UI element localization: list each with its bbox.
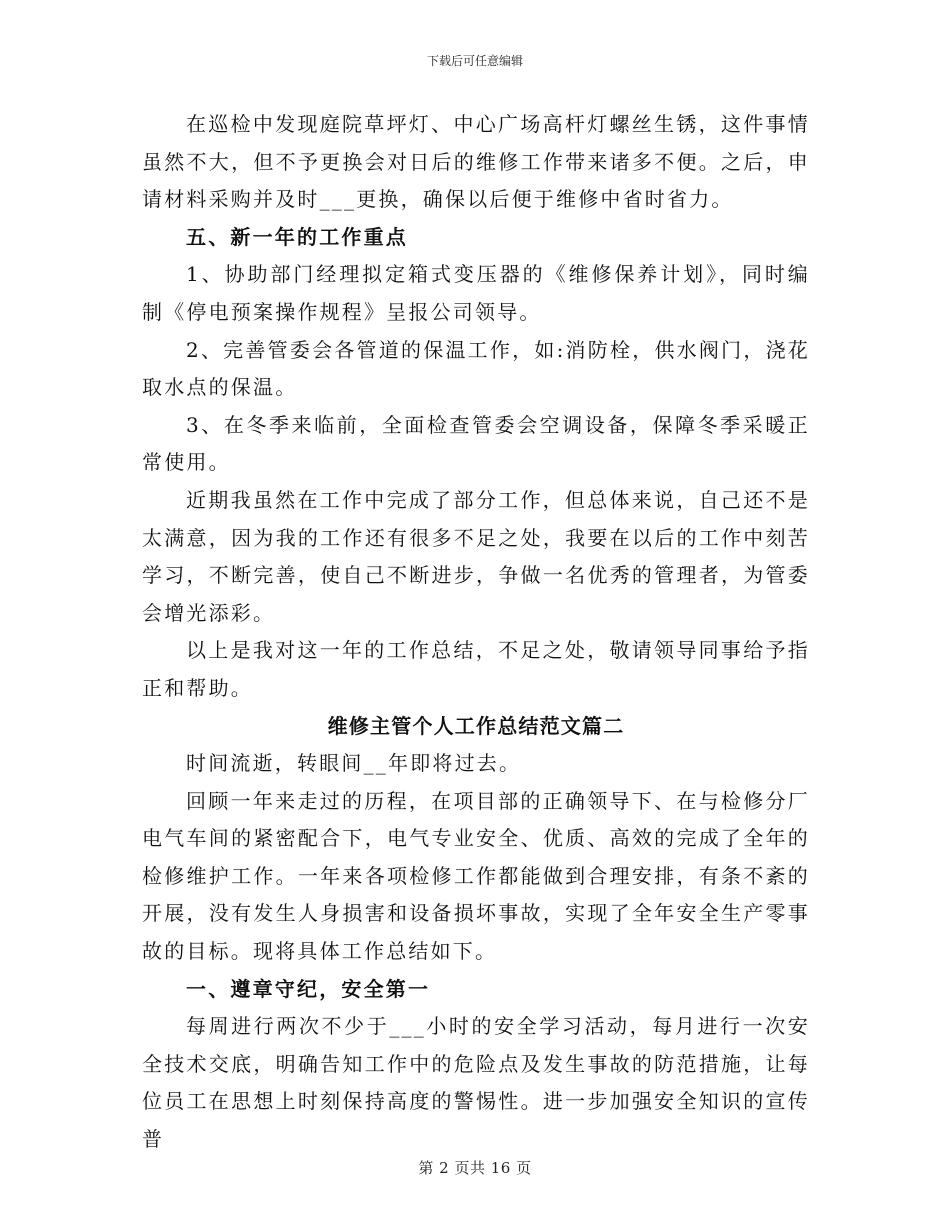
paragraph-review: 回顾一年来走过的历程，在项目部的正确领导下、在与检修分厂电气车间的紧密配合下，电气专业安全、优质、高效的完成了全年的检修维护工作。一年来各项检修工作都能做到合理安排，有条不紊的开展，没有发生人身损害和设备损坏事故，实现了全年安全生产零事故的目标。现将具体工作总结如下。: [142, 788, 810, 964]
paragraph-inspection: 在巡检中发现庭院草坪灯、中心广场高杆灯螺丝生锈，这件事情虽然不大，但不予更换会对日后的维修工作带来诸多不便。之后，申请材料采购并及时___更换，确保以后便于维修中省时省力。: [142, 112, 810, 212]
paragraph-reflection: 近期我虽然在工作中完成了部分工作，但总体来说，自己还不是太满意，因为我的工作还有很多不足之处，我要在以后的工作中刻苦学习，不断完善，使自己不断进步，争做一名优秀的管理者，为管委会增光添彩。: [142, 487, 810, 625]
paragraph-safety: 每周进行两次不少于___小时的安全学习活动，每月进行一次安全技术交底，明确告知工作中的危险点及发生事故的防范措施，让每位员工在思想上时刻保持高度的警惕性。进一步加强安全知识的宣传普: [142, 1014, 810, 1152]
document-body: [142, 106, 810, 1159]
list-item-3: 3、在冬季来临前，全面检查管委会空调设备，保障冬季采暖正常使用。: [142, 412, 810, 475]
section-heading-one: 一、遵章守纪，安全第一: [186, 976, 431, 1001]
list-item-2: 2、完善管委会各管道的保温工作，如:消防栓，供水阀门，浇花取水点的保温。: [142, 337, 810, 400]
page-number: 第 2 页共 16 页: [418, 1159, 532, 1177]
paragraph-time: 时间流逝，转眼间__年即将过去。: [186, 751, 522, 776]
paragraph-closing: 以上是我对这一年的工作总结，不足之处，敬请领导同事给予指正和帮助。: [142, 638, 810, 700]
article-title: 维修主管个人工作总结范文篇二: [327, 713, 625, 738]
page-header: 下载后可任意编辑: [426, 54, 523, 68]
list-item-1: 1、协助部门经理拟定箱式变压器的《维修保养计划》，同时编制《停电预案操作规程》呈报公司领导。: [142, 262, 810, 324]
section-heading-five: 五、新一年的工作重点: [186, 224, 408, 249]
